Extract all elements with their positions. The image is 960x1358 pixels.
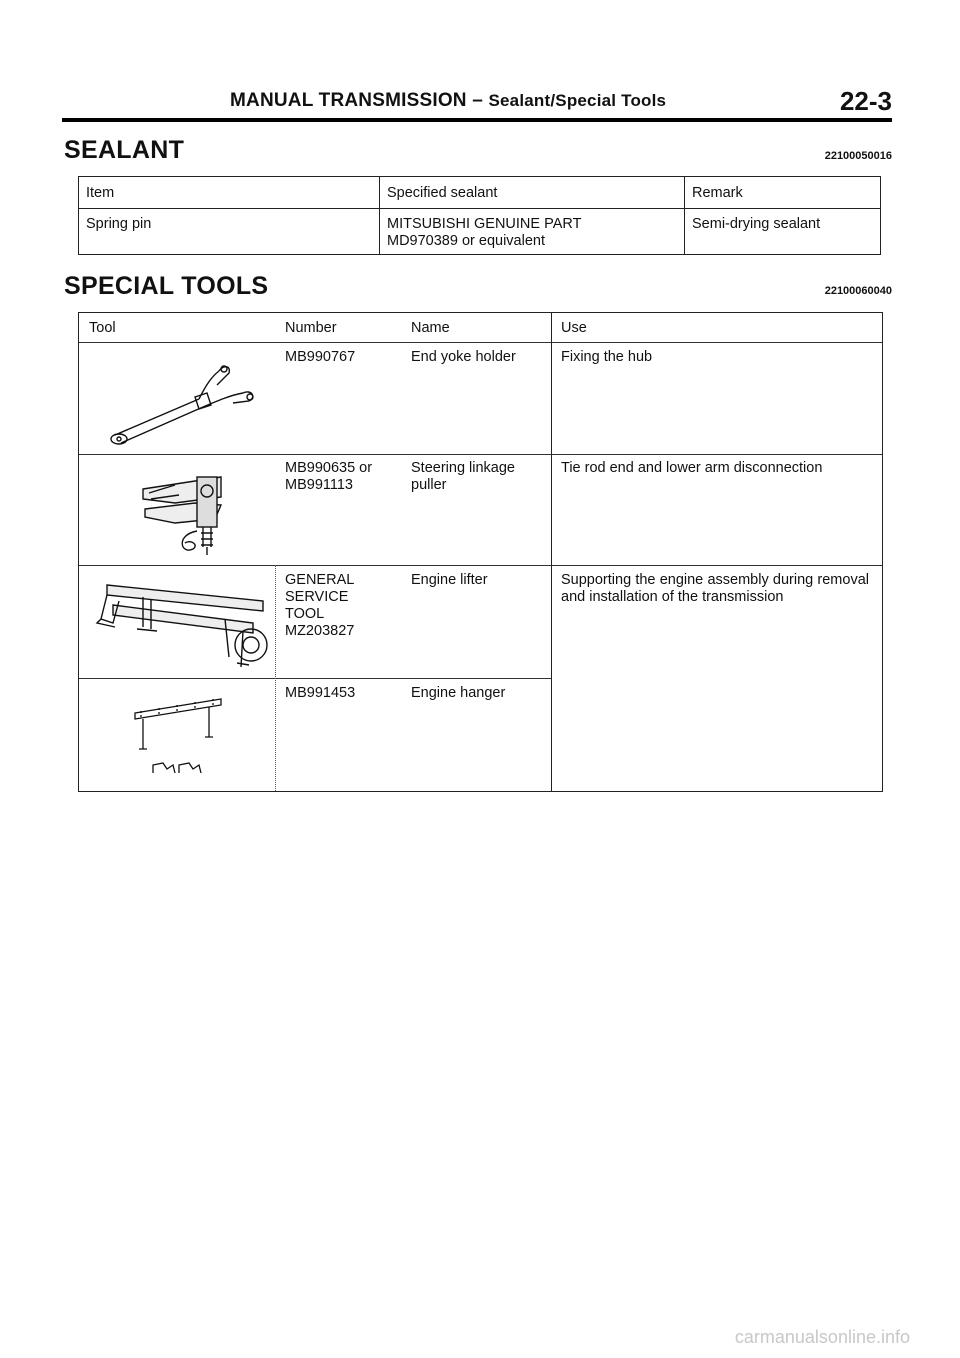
tool-use: Tie rod end and lower arm disconnection	[561, 460, 823, 476]
sealant-section-title: SEALANT	[64, 136, 185, 164]
steering-linkage-puller-illustration	[135, 463, 245, 563]
end-yoke-holder-illustration	[107, 357, 267, 447]
sealant-col-remark: Remark	[685, 177, 881, 209]
sealant-remark-cell: Semi-drying sealant	[685, 209, 881, 255]
tool-name: End yoke holder	[411, 349, 516, 365]
special-tools-table	[78, 312, 883, 792]
tools-col-number: Number	[285, 320, 337, 336]
table-divider	[79, 454, 882, 455]
tool-name: Engine hanger	[411, 685, 506, 701]
table-divider	[79, 678, 551, 679]
tool-name: Engine lifter	[411, 572, 488, 588]
table-divider	[79, 565, 882, 566]
tools-col-name: Name	[411, 320, 450, 336]
tool-number: MB990767	[285, 349, 356, 365]
table-divider	[275, 565, 276, 791]
tool-number-line: MZ203827	[285, 623, 355, 639]
tool-use: Supporting the engine assembly during removal and installation of the transmission	[561, 572, 869, 605]
special-tools-section-title: SPECIAL TOOLS	[64, 272, 269, 300]
tools-col-tool: Tool	[89, 320, 116, 336]
header-title-text: MANUAL TRANSMISSION	[230, 90, 467, 111]
header-rule	[62, 118, 892, 122]
tool-number: MB991453	[285, 685, 356, 701]
tool-number-line: SERVICE	[285, 589, 349, 605]
sealant-specified-cell	[380, 209, 685, 255]
table-divider	[79, 342, 882, 343]
special-tools-section-code: 22100060040	[824, 285, 892, 297]
engine-hanger-illustration	[129, 689, 239, 784]
tool-name-line: Steering linkage	[411, 460, 515, 476]
page-number: 22-3	[839, 86, 892, 116]
sealant-col-specified: Specified sealant	[380, 177, 685, 209]
tool-name-line: puller	[411, 477, 447, 493]
table-divider	[551, 313, 552, 791]
header-separator: –	[472, 90, 483, 111]
tool-number-line: MB990635 or	[285, 460, 373, 476]
tool-name	[411, 460, 515, 494]
tool-number-line: MB991113	[285, 477, 353, 493]
tool-number-line: GENERAL	[285, 572, 355, 588]
sealant-section-code: 22100050016	[824, 150, 892, 162]
sealant-part-line: MITSUBISHI GENUINE PART	[387, 216, 582, 232]
tool-number-line: TOOL	[285, 606, 325, 622]
sealant-col-item: Item	[79, 177, 380, 209]
sealant-data-row	[79, 209, 881, 255]
engine-lifter-illustration	[93, 571, 273, 671]
tool-number	[285, 572, 354, 640]
sealant-part-number-line: MD970389 or equivalent	[387, 233, 545, 249]
sealant-item-cell: Spring pin	[79, 209, 380, 255]
tool-number	[285, 460, 372, 494]
sealant-table	[78, 176, 881, 255]
site-watermark: carmanualsonline.info	[734, 1327, 910, 1347]
header-subtitle: Sealant/Special Tools	[488, 91, 667, 110]
tool-use: Fixing the hub	[561, 349, 653, 365]
tools-col-use: Use	[561, 320, 587, 336]
sealant-header-row	[79, 177, 881, 209]
page-header-title	[230, 90, 666, 112]
